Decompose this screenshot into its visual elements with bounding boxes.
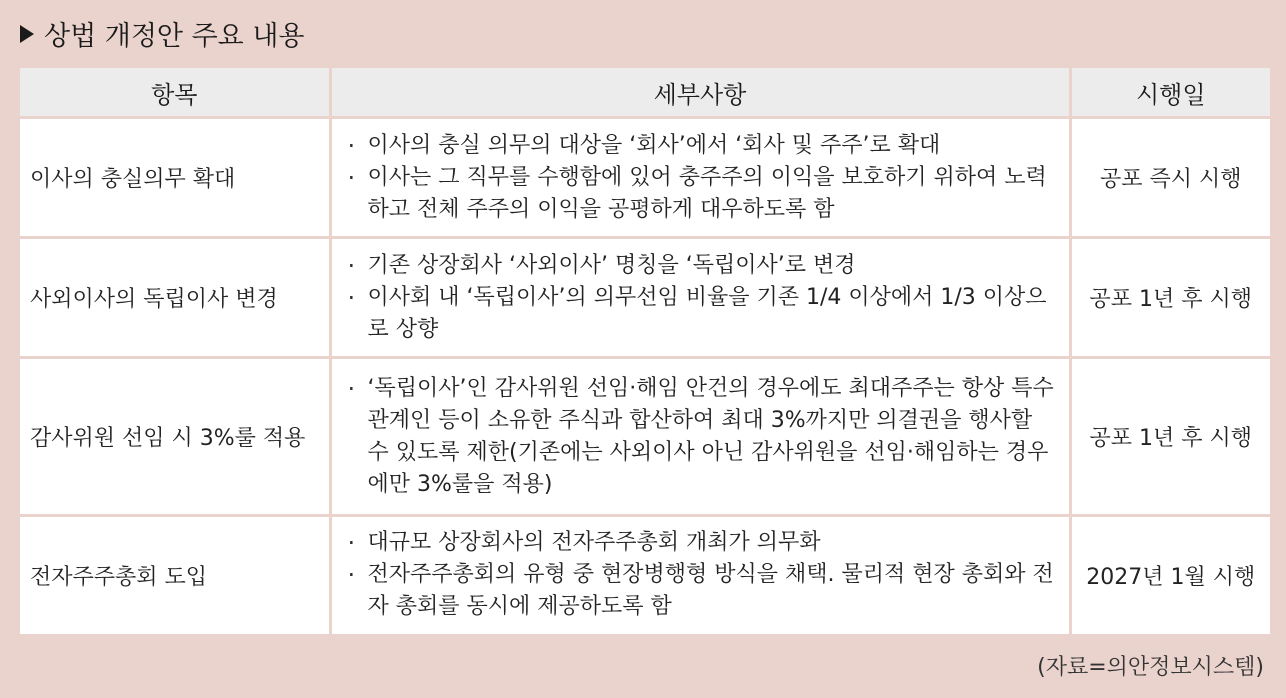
row-details — [330, 516, 1070, 634]
row-details — [330, 238, 1070, 358]
detail-bullet: · 이사의 충실 의무의 대상을 ‘회사’에서 ‘회사 및 주주’로 확대 — [346, 130, 1059, 162]
row-item: 이사의 충실의무 확대 — [20, 118, 330, 238]
detail-bullet: · 기존 상장회사 ‘사외이사’ 명칭을 ‘독립이사’로 변경 — [346, 250, 1059, 282]
table-row — [20, 358, 1270, 516]
row-item: 사외이사의 독립이사 변경 — [20, 238, 330, 358]
triangle-icon — [20, 25, 34, 43]
row-date: 2027년 1월 시행 — [1086, 564, 1256, 590]
header-item: 항목 — [20, 68, 330, 118]
header-row — [20, 68, 1270, 118]
row-details — [330, 118, 1070, 238]
row-date: 공포 1년 후 시행 — [1070, 358, 1270, 516]
detail-bullet: · 대규모 상장회사의 전자주주총회 개최가 의무화 — [346, 527, 1059, 559]
row-date: 공포 즉시 시행 — [1070, 118, 1270, 238]
source-note: (자료=의안정보시스템) — [1037, 655, 1264, 680]
table-row — [20, 516, 1270, 634]
header-date: 시행일 — [1070, 68, 1270, 118]
row-item: 전자주주총회 도입 — [20, 516, 330, 634]
amendment-table — [20, 68, 1270, 634]
detail-bullet: · ‘독립이사’인 감사위원 선임·해임 안건의 경우에도 최대주주는 항상 특수관계인 등이 소유한 주식과 합산하여 최대 3%까지만 의결권을 행사할 수 있도록 제한(기존에는 사외이사 아닌 감사위원을 선임·해임하는 경우에만 3%룰을 적용) — [346, 373, 1059, 501]
detail-bullet: · 이사회 내 ‘독립이사’의 의무선임 비율을 기존 1/4 이상에서 1/3 이상으로 상향 — [346, 282, 1059, 346]
table-row — [20, 238, 1270, 358]
row-details — [330, 358, 1070, 516]
table-row — [20, 118, 1270, 238]
row-date: 공포 1년 후 시행 — [1070, 238, 1270, 358]
section-title-text: 상법 개정안 주요 내용 — [44, 21, 305, 52]
header-details: 세부사항 — [330, 68, 1070, 118]
detail-bullet: · 전자주주총회의 유형 중 현장병행형 방식을 채택. 물리적 현장 총회와 전자 총회를 동시에 제공하도록 함 — [346, 559, 1059, 623]
section-title — [20, 14, 305, 53]
row-item: 감사위원 선임 시 3%룰 적용 — [20, 358, 330, 516]
detail-bullet: · 이사는 그 직무를 수행함에 있어 충주주의 이익을 보호하기 위하여 노력하고 전체 주주의 이익을 공평하게 대우하도록 함 — [346, 162, 1059, 226]
